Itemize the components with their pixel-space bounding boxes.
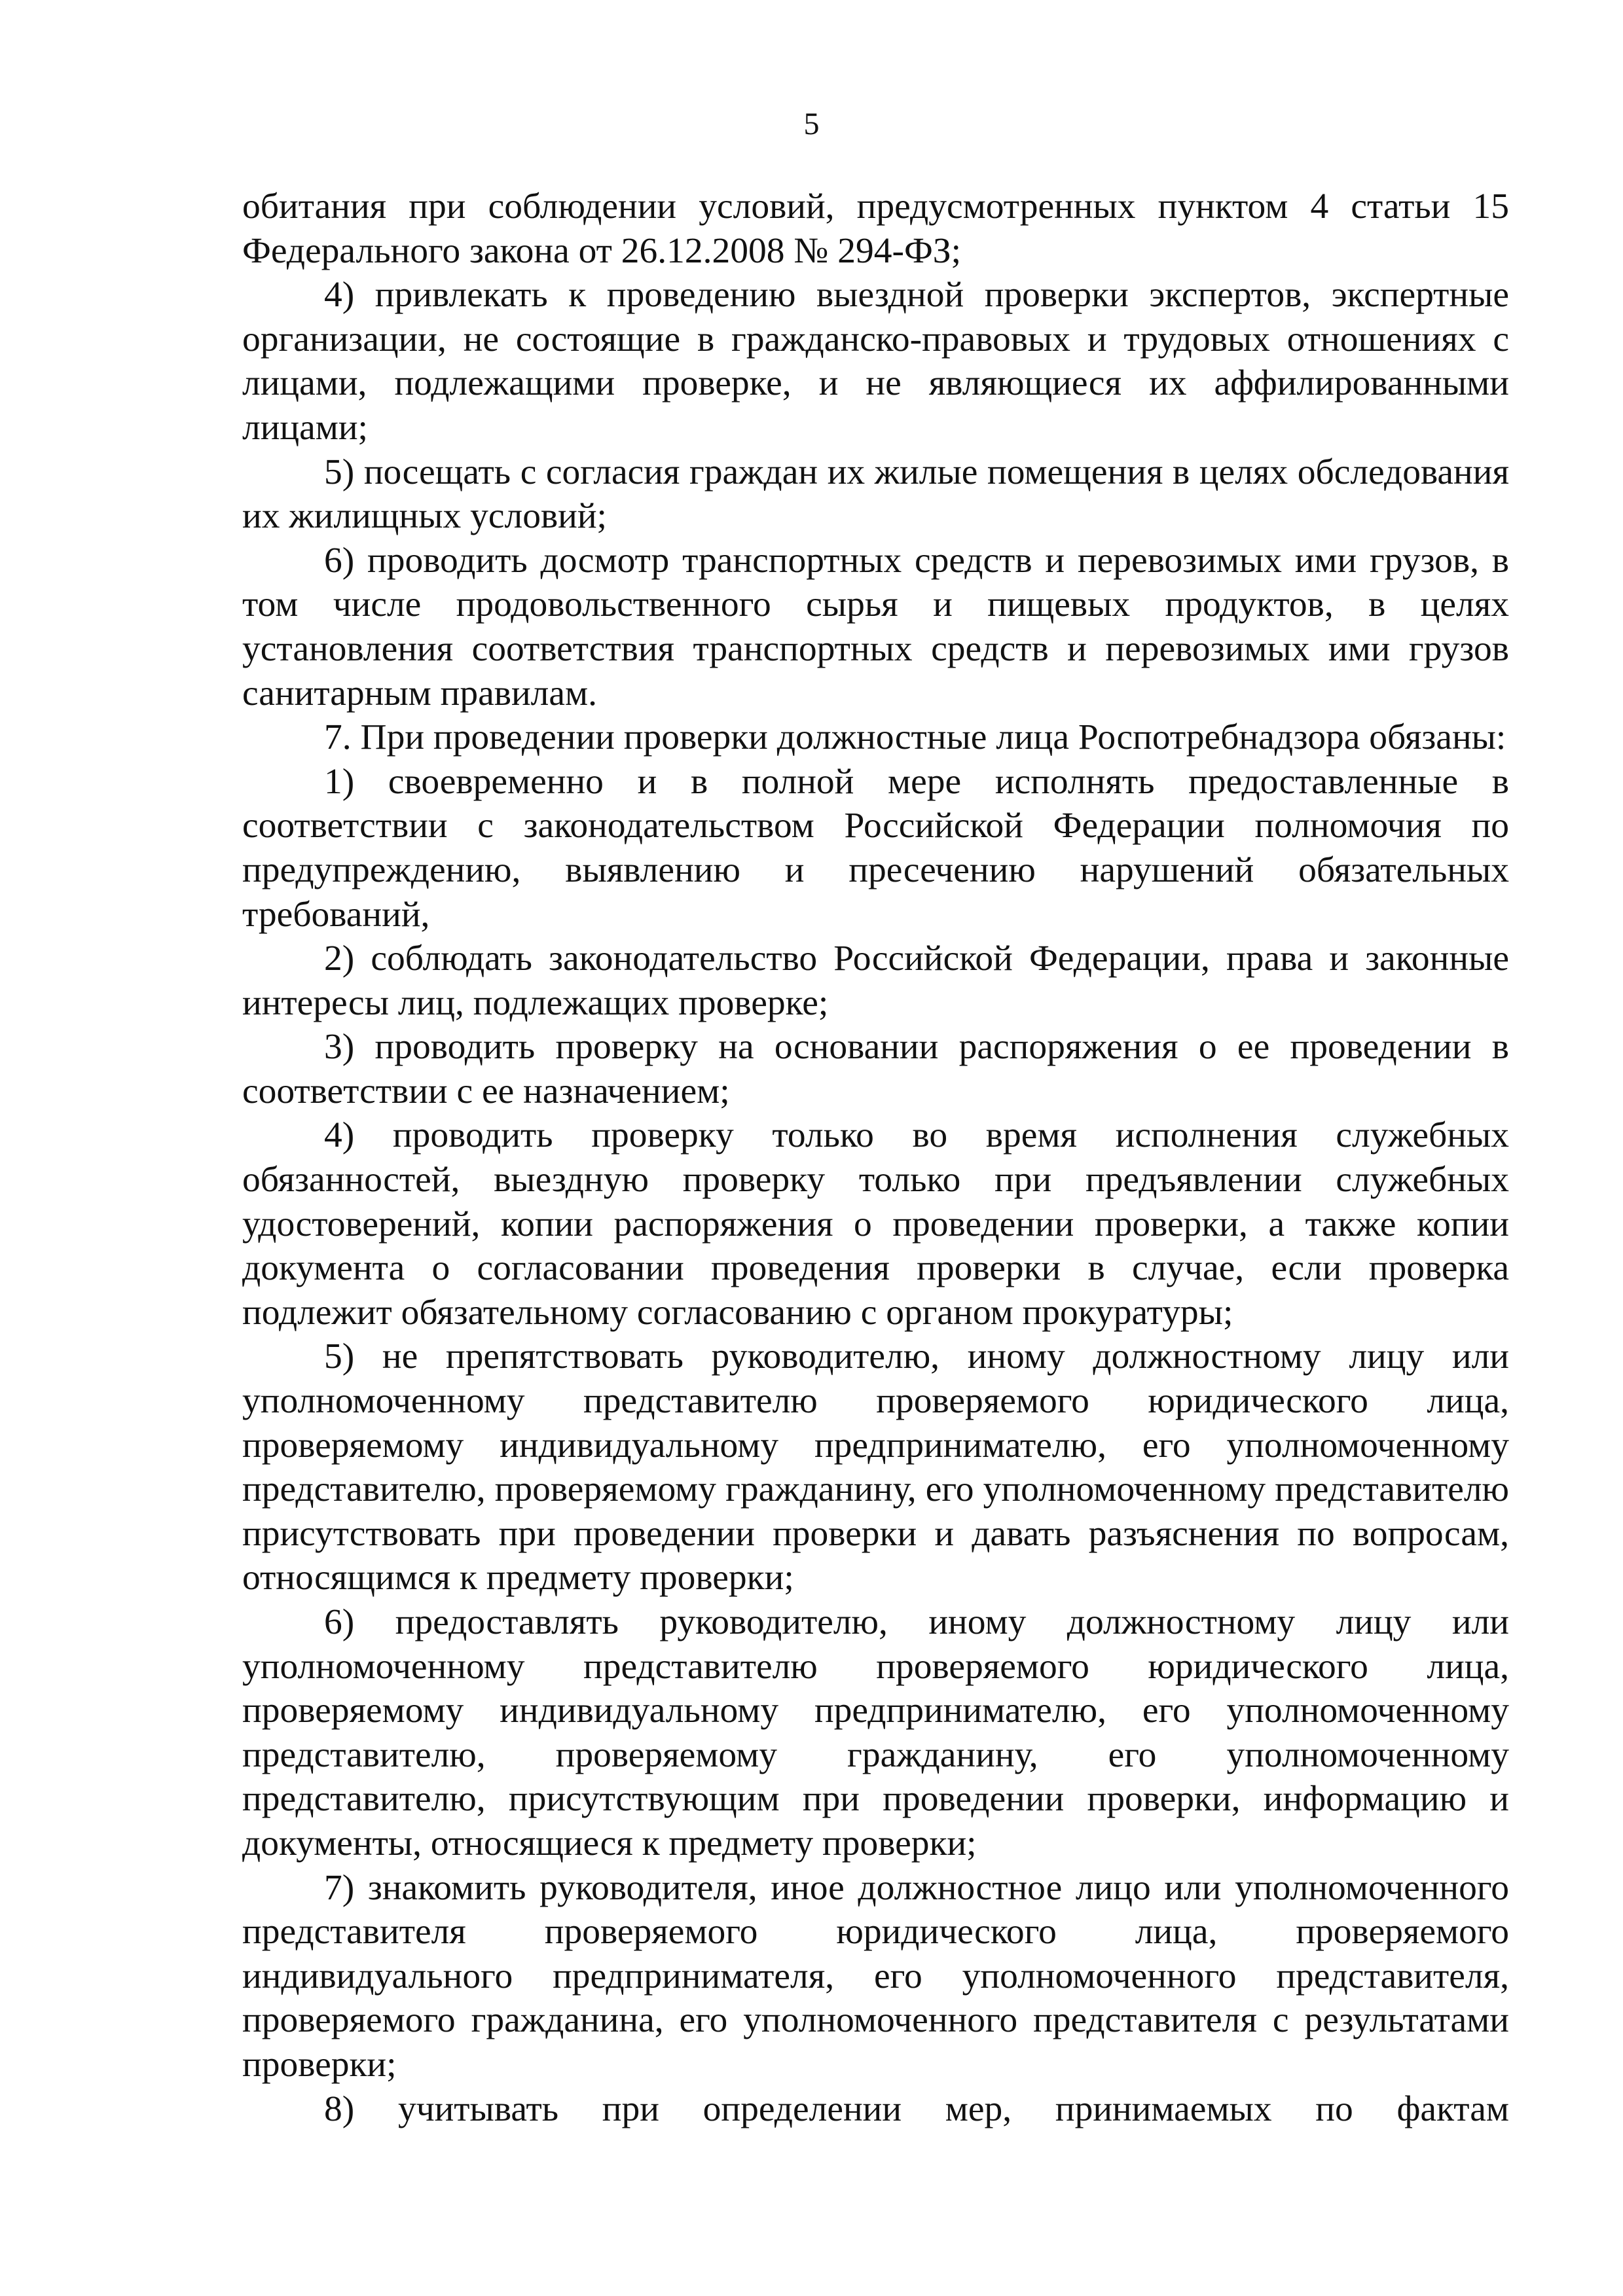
paragraph-duty-1: 1) своевременно и в полной мере исполнять предоставленные в соответствии с законодательством Российской Федерации полномочия по предупреждению, выявлению и пресечению нарушений обязательных требований, <box>242 761 1509 935</box>
paragraph-continuation: обитания при соблюдении условий, предусмотренных пунктом 4 статьи 15 Федерального закона от 26.12.2008 № 294-ФЗ; <box>242 187 1509 271</box>
document-body <box>242 185 1509 2131</box>
paragraph-duty-2: 2) соблюдать законодательство Российской Федерации, права и законные интересы лиц, подлежащих проверке; <box>242 939 1509 1023</box>
page-number: 5 <box>803 107 820 141</box>
paragraph-item-6-vehicle-inspection: 6) проводить досмотр транспортных средств и перевозимых ими грузов, в том числе продовольственного сырья и пищевых продуктов, в целях установления соответствия транспортных средств и перевозимых ими грузов санитарным правилам. <box>242 540 1509 713</box>
paragraph-duty-6: 6) предоставлять руководителю, иному должностному лицу или уполномоченному представителю проверяемого юридического лица, проверяемому индивидуальному предпринимателю, его уполномоченному представителю, проверяемому гражданину, его уполномоченному представителю, присутствующим при проведении проверки, информацию и документы, относящиеся к предмету проверки; <box>242 1602 1509 1863</box>
paragraph-duty-5: 5) не препятствовать руководителю, иному должностному лицу или уполномоченному представителю проверяемого юридического лица, проверяемому индивидуальному предпринимателю, его уполномоченному представителю, проверяемому гражданину, его уполномоченному представителю присутствовать при проведении проверки и давать разъяснения по вопросам, относящимся к предмету проверки; <box>242 1336 1509 1598</box>
paragraph-duty-3: 3) проводить проверку на основании распоряжения о ее проведении в соответствии с ее назначением; <box>242 1027 1509 1111</box>
paragraph-item-4-experts: 4) привлекать к проведению выездной проверки экспертов, экспертные организации, не состоящие в гражданско-правовых и трудовых отношениях с лицами, подлежащими проверке, и не являющиеся их аффилированными лицами; <box>242 275 1509 448</box>
paragraph-duty-8: 8) учитывать при определении мер, принимаемых по фактам <box>324 2089 1509 2129</box>
paragraph-item-5-visit-premises: 5) посещать с согласия граждан их жилые помещения в целях обследования их жилищных условий; <box>242 452 1509 537</box>
paragraph-duty-4: 4) проводить проверку только во время исполнения служебных обязанностей, выездную проверку только при предъявлении служебных удостоверений, копии распоряжения о проведении проверки, а также копии документа о согласовании проведения проверки в случае, если проверка подлежит обязательному согласованию с органом прокуратуры; <box>242 1115 1509 1333</box>
paragraph-duty-7: 7) знакомить руководителя, иное должностное лицо или уполномоченного представителя проверяемого юридического лица, проверяемого индивидуального предпринимателя, его уполномоченного представителя, проверяемого гражданина, его уполномоченного представителя с результатами проверки; <box>242 1867 1509 2085</box>
paragraph-section-7-heading: 7. При проведении проверки должностные лица Роспотребнадзора обязаны: <box>324 717 1506 758</box>
